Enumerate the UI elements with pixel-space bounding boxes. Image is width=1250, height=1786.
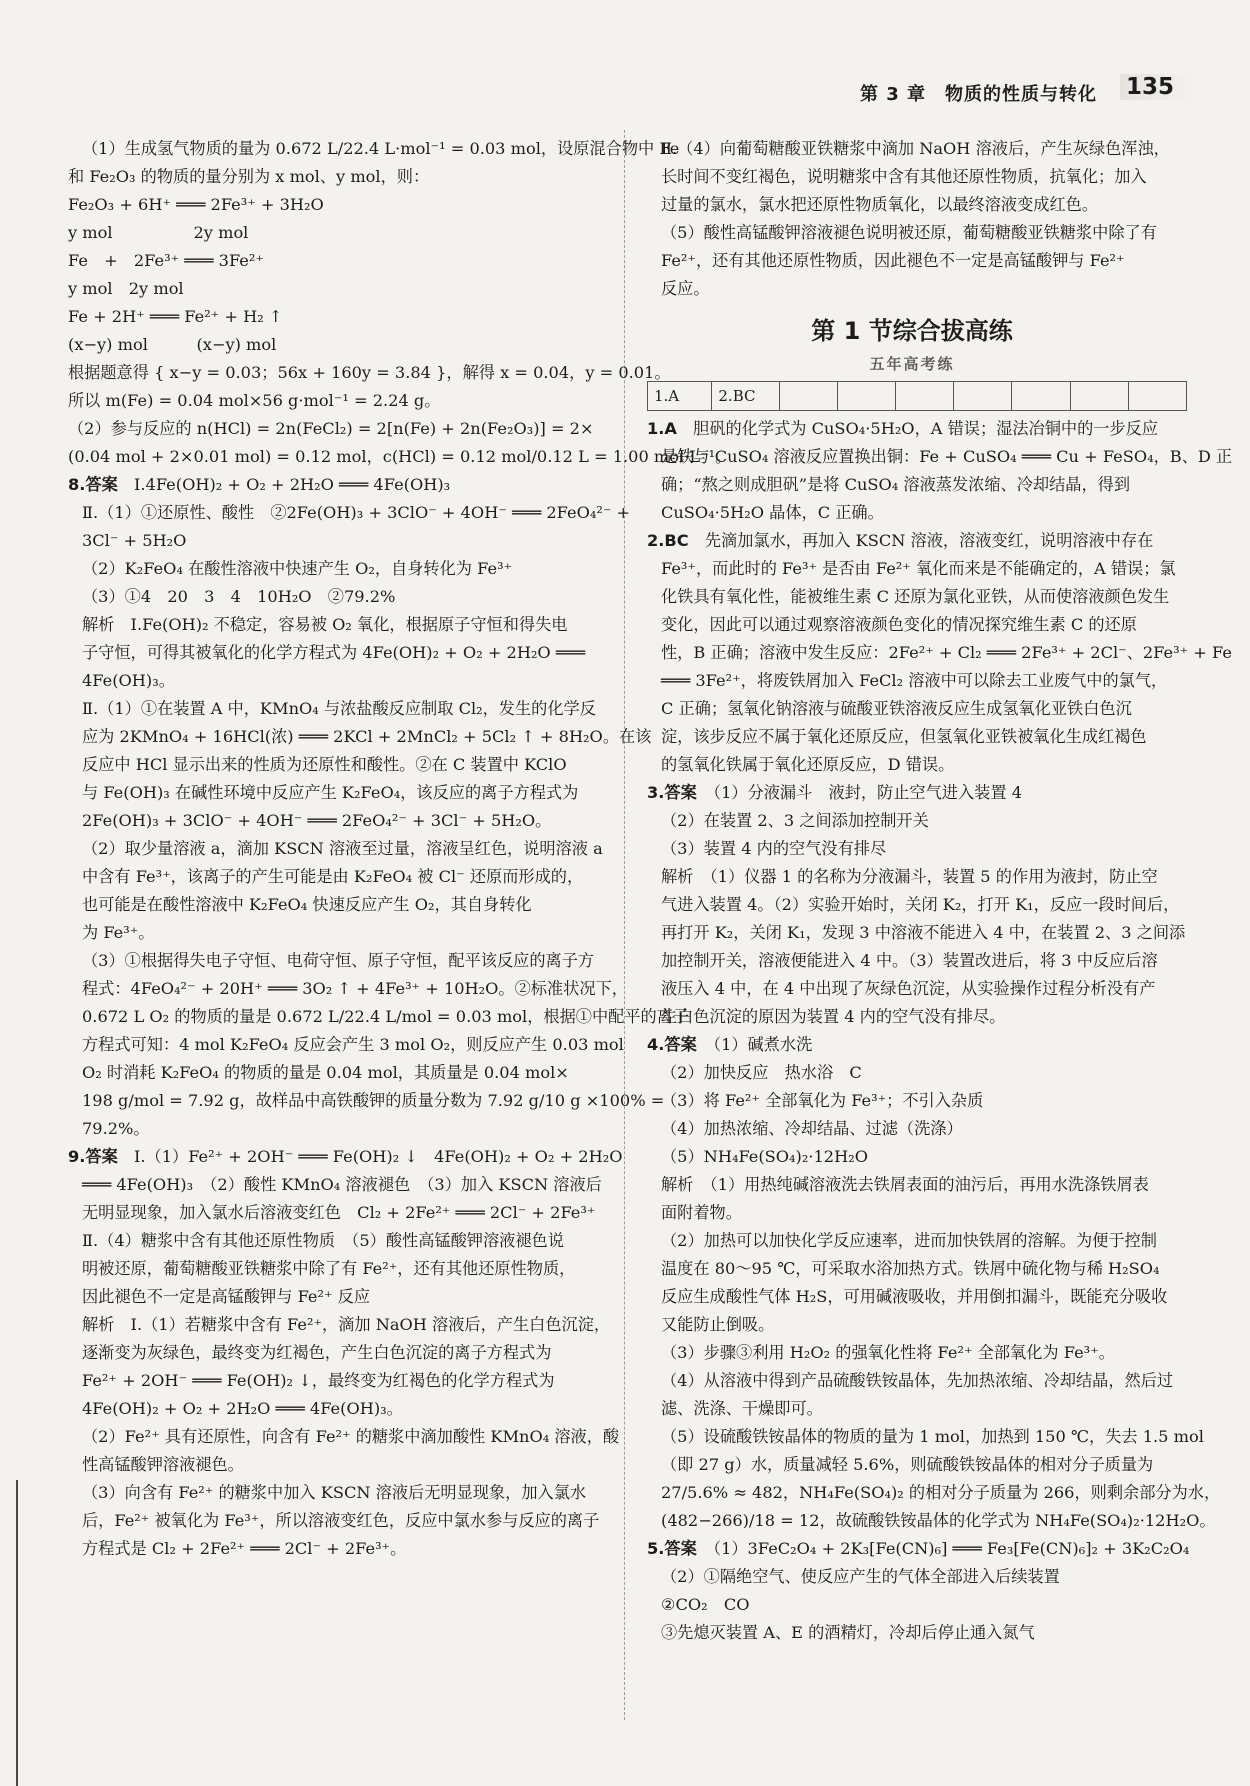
- text-line: 4.答案 （1）碱煮水洗: [647, 1035, 813, 1054]
- text-line: （2）加热可以加快化学反应速率，进而加快铁屑的溶解。为便于控制: [661, 1231, 1157, 1250]
- text-line: (x−y) mol (x−y) mol: [68, 335, 277, 354]
- text-line: 性高锰酸钾溶液褪色。: [82, 1455, 244, 1474]
- text-line: （2）①隔绝空气、使反应产生的气体全部进入后续装置: [661, 1567, 1060, 1586]
- text-line: 应为 2KMnO₄ + 16HCl(浓) ═══ 2KCl + 2MnCl₂ + 5Cl₂ ↑ + 8H₂O。在该: [82, 727, 652, 746]
- text-line: 解析 （1）用热纯碱溶液洗去铁屑表面的油污后，再用水洗涤铁屑表: [661, 1175, 1149, 1194]
- text-line: 反应生成酸性气体 H₂S，可用碱液吸收，并用倒扣漏斗，既能充分吸收: [661, 1287, 1168, 1306]
- answer-cell: [896, 382, 954, 411]
- question-number: 4.答案: [647, 1035, 697, 1054]
- text-line: （2）加快反应 热水浴 C: [661, 1063, 862, 1082]
- text-line: 2Fe(OH)₃ + 3ClO⁻ + 4OH⁻ ═══ 2FeO₄²⁻ + 3Cl⁻ + 5H₂O。: [82, 811, 552, 830]
- text-line: （5）酸性高锰酸钾溶液褪色说明被还原，葡萄糖酸亚铁糖浆中除了有: [661, 223, 1157, 242]
- question-number: 2.BC: [647, 531, 689, 550]
- text-line: 长时间不变红褐色，说明糖浆中含有其他还原性物质，抗氧化；加入: [661, 167, 1147, 186]
- question-number: 1.A: [647, 419, 677, 438]
- text-line: 是铁与 CuSO₄ 溶液反应置换出铜：Fe + CuSO₄ ═══ Cu + FeSO₄，B、D 正: [661, 447, 1233, 466]
- text-line: （5）NH₄Fe(SO₄)₂·12H₂O: [661, 1147, 868, 1166]
- text-line: 子守恒，可得其被氧化的化学方程式为 4Fe(OH)₂ + O₂ + 2H₂O ═══: [82, 643, 586, 662]
- text-line: 温度在 80～95 ℃，可采取水浴加热方式。铁屑中硫化物与稀 H₂SO₄: [661, 1259, 1160, 1278]
- text-line: C 正确；氢氧化钠溶液与硫酸亚铁溶液反应生成氢氧化亚铁白色沉: [661, 699, 1132, 718]
- text-line: CuSO₄·5H₂O 晶体，C 正确。: [661, 503, 884, 522]
- text-line: ═══ 3Fe²⁺，将废铁屑加入 FeCl₂ 溶液中可以除去工业废气中的氯气，: [661, 671, 1168, 690]
- page-number: 135: [1120, 74, 1194, 100]
- text-line: y mol 2y mol: [68, 223, 249, 242]
- text-line: 生白色沉淀的原因为装置 4 内的空气没有排尽。: [661, 1007, 1006, 1026]
- answer-cell: [779, 382, 837, 411]
- section-title: 第 1 节综合拔高练: [811, 317, 1013, 345]
- text-line: Ⅱ.（4）糖浆中含有其他还原性物质 （5）酸性高锰酸钾溶液褪色说: [82, 1231, 564, 1250]
- text-line: 和 Fe₂O₃ 的物质的量分别为 x mol、y mol，则：: [68, 167, 430, 186]
- text-line: Fe + 2H⁺ ═══ Fe²⁺ + H₂ ↑: [68, 307, 283, 326]
- text-line: O₂ 时消耗 K₂FeO₄ 的物质的量是 0.04 mol，其质量是 0.04 mol×: [82, 1063, 569, 1082]
- text-line: （1）生成氢气物质的量为 0.672 L/22.4 L·mol⁻¹ = 0.03 mol，设原混合物中 Fe: [82, 139, 680, 158]
- text-line: 变化，因此可以通过观察溶液颜色变化的情况探究维生素 C 的还原: [661, 615, 1137, 634]
- text-line: ③先熄灭装置 A、E 的酒精灯，冷却后停止通入氮气: [661, 1623, 1035, 1642]
- text-line: （2）参与反应的 n(HCl) = 2n(FeCl₂) = 2[n(Fe) + 2n(Fe₂O₃)] = 2×: [68, 419, 594, 438]
- text-line: 液压入 4 中，在 4 中出现了灰绿色沉淀，从实验操作过程分析没有产: [661, 979, 1156, 998]
- text-line: 解析 （1）仪器 1 的名称为分液漏斗，装置 5 的作用为液封，防止空: [661, 867, 1158, 886]
- answer-cell: [954, 382, 1012, 411]
- text-line: 所以 m(Fe) = 0.04 mol×56 g·mol⁻¹ = 2.24 g。: [68, 391, 441, 410]
- text-line: （5）设硫酸铁铵晶体的物质的量为 1 mol，加热到 150 ℃，失去 1.5 mol: [661, 1427, 1204, 1446]
- text-line: （3）将 Fe²⁺ 全部氧化为 Fe³⁺；不引入杂质: [661, 1091, 984, 1110]
- question-number: 9.答案: [68, 1147, 118, 1166]
- text-line: 再打开 K₂，关闭 K₁，发现 3 中溶液不能进入 4 中，在装置 2、3 之间添: [661, 923, 1186, 942]
- text-line: 又能防止倒吸。: [661, 1315, 775, 1334]
- text-line: 的氢氧化铁属于氧化还原反应，D 错误。: [661, 755, 955, 774]
- text-line: 79.2%。: [82, 1119, 150, 1138]
- text-line: 反应中 HCl 显示出来的性质为还原性和酸性。②在 C 装置中 KClO: [82, 755, 567, 774]
- text-line: y mol 2y mol: [68, 279, 184, 298]
- text-line: Ⅱ.（1）①还原性、酸性 ②2Fe(OH)₃ + 3ClO⁻ + 4OH⁻ ═══ 2FeO₄²⁻ +: [82, 503, 631, 522]
- question-number: 5.答案: [647, 1539, 697, 1558]
- answer-cell: 1.A: [648, 382, 712, 411]
- text-line: 与 Fe(OH)₃ 在碱性环境中反应产生 K₂FeO₄，该反应的离子方程式为: [82, 783, 579, 802]
- text-line: Ⅱ.（1）①在装置 A 中，KMnO₄ 与浓盐酸反应制取 Cl₂，发生的化学反: [82, 699, 596, 718]
- question-number: 3.答案: [647, 783, 697, 802]
- text-line: （3）①根据得失电子守恒、电荷守恒、原子守恒，配平该反应的离子方: [82, 951, 595, 970]
- text-line: 滤、洗涤、干燥即可。: [661, 1399, 823, 1418]
- text-line: 面附着物。: [661, 1203, 742, 1222]
- text-line: (0.04 mol + 2×0.01 mol) = 0.12 mol，c(HCl) = 0.12 mol/0.12 L = 1.00 mol·L⁻¹。: [68, 447, 732, 466]
- page-header: [860, 74, 1230, 106]
- text-line: 27/5.6% ≈ 482，NH₄Fe(SO₄)₂ 的相对分子质量为 266，则剩余部分为水，: [661, 1483, 1221, 1502]
- text-line: 8.答案 Ⅰ.4Fe(OH)₂ + O₂ + 2H₂O ═══ 4Fe(OH)₃: [68, 475, 451, 494]
- text-line: 淀，该步反应不属于氧化还原反应，但氢氧化亚铁被氧化生成红褐色: [661, 727, 1147, 746]
- text-line: 确；“熬之则成胆矾”是将 CuSO₄ 溶液蒸发浓缩、冷却结晶，得到: [661, 475, 1131, 494]
- text-line: 逐渐变为灰绿色，最终变为红褐色，产生白色沉淀的离子方程式为: [82, 1343, 552, 1362]
- question-number: 8.答案: [68, 475, 118, 494]
- text-line: 根据题意得 { x−y = 0.03；56x + 160y = 3.84 }，解得 x = 0.04，y = 0.01。: [68, 363, 671, 382]
- text-line: 过量的氯水，氯水把还原性物质氧化，以最终溶液变成红色。: [661, 195, 1099, 214]
- text-line: 4Fe(OH)₃。: [82, 671, 175, 690]
- text-line: 中含有 Fe³⁺，该离子的产生可能是由 K₂FeO₄ 被 Cl⁻ 还原而形成的，: [82, 867, 584, 886]
- text-line: （2）K₂FeO₄ 在酸性溶液中快速产生 O₂，自身转化为 Fe³⁺: [82, 559, 513, 578]
- text-line: （3）①4 20 3 4 10H₂O ②79.2%: [82, 587, 396, 606]
- text-line: 性，B 正确；溶液中发生反应：2Fe²⁺ + Cl₂ ═══ 2Fe³⁺ + 2Cl⁻、2Fe³⁺ + Fe: [661, 643, 1232, 662]
- text-line: （3）步骤③利用 H₂O₂ 的强氧化性将 Fe²⁺ 全部氧化为 Fe³⁺。: [661, 1343, 1115, 1362]
- text-line: 明被还原，葡萄糖酸亚铁糖浆中除了有 Fe²⁺，还有其他还原性物质，: [82, 1259, 576, 1278]
- text-line: 解析 Ⅰ.Fe(OH)₂ 不稳定，容易被 O₂ 氧化，根据原子守恒和得失电: [82, 615, 568, 634]
- text-line: Ⅱ.（4）向葡萄糖酸亚铁糖浆中滴加 NaOH 溶液后，产生灰绿色浑浊，: [661, 139, 1170, 158]
- text-line: (482−266)/18 = 12，故硫酸铁铵晶体的化学式为 NH₄Fe(SO₄)₂·12H₂O。: [661, 1511, 1216, 1530]
- text-line: 9.答案 Ⅰ.（1）Fe²⁺ + 2OH⁻ ═══ Fe(OH)₂ ↓ 4Fe(OH)₂ + O₂ + 2H₂O: [68, 1147, 623, 1166]
- text-line: 方程式可知：4 mol K₂FeO₄ 反应会产生 3 mol O₂，则反应产生 0.03 mol: [82, 1035, 624, 1054]
- right-column: [647, 135, 1233, 1647]
- text-line: 程式：4FeO₄²⁻ + 20H⁺ ═══ 3O₂ ↑ + 4Fe³⁺ + 10H₂O。②标准状况下，: [82, 979, 628, 998]
- text-line: ②CO₂ CO: [661, 1595, 750, 1614]
- text-line: 方程式是 Cl₂ + 2Fe²⁺ ═══ 2Cl⁻ + 2Fe³⁺。: [82, 1539, 407, 1558]
- text-line: 1.A 胆矾的化学式为 CuSO₄·5H₂O，A 错误；湿法冶铜中的一步反应: [647, 419, 1159, 438]
- right-column-top: [647, 135, 1177, 303]
- text-line: （2）取少量溶液 a，滴加 KSCN 溶液至过量，溶液呈红色，说明溶液 a: [82, 839, 603, 858]
- answer-cell: [1070, 382, 1128, 411]
- text-line: ═══ 4Fe(OH)₃ （2）酸性 KMnO₄ 溶液褪色 （3）加入 KSCN 溶液后: [82, 1175, 602, 1194]
- text-line: （即 27 g）水，质量减轻 5.6%，则硫酸铁铵晶体的相对分子质量为: [661, 1455, 1154, 1474]
- text-line: 3.答案 （1）分液漏斗 液封，防止空气进入装置 4: [647, 783, 1023, 802]
- answer-table: [647, 381, 1187, 411]
- text-line: 因此褪色不一定是高锰酸钾与 Fe²⁺ 反应: [82, 1287, 371, 1306]
- text-line: （2）在装置 2、3 之间添加控制开关: [661, 811, 929, 830]
- text-line: 气进入装置 4。（2）实验开始时，关闭 K₂，打开 K₁，反应一段时间后，: [661, 895, 1180, 914]
- text-line: Fe + 2Fe³⁺ ═══ 3Fe²⁺: [68, 251, 264, 270]
- margin-rule: [16, 1480, 18, 1786]
- text-line: 4Fe(OH)₂ + O₂ + 2H₂O ═══ 4Fe(OH)₃。: [82, 1399, 403, 1418]
- text-line: 解析 Ⅰ.（1）若糖浆中含有 Fe²⁺，滴加 NaOH 溶液后，产生白色沉淀，: [82, 1315, 611, 1334]
- chapter-title: 第 3 章 物质的性质与转化: [860, 84, 1098, 105]
- section-subtitle: 五年高考练: [869, 355, 955, 373]
- right-column-bottom: [647, 415, 1233, 1647]
- text-line: 0.672 L O₂ 的物质的量是 0.672 L/22.4 L/mol = 0.03 mol，根据①中配平的离子: [82, 1007, 690, 1026]
- text-line: （4）从溶液中得到产品硫酸铁铵晶体，先加热浓缩、冷却结晶，然后过: [661, 1371, 1174, 1390]
- text-line: （2）Fe²⁺ 具有还原性，向含有 Fe²⁺ 的糖浆中滴加酸性 KMnO₄ 溶液，酸: [82, 1427, 620, 1446]
- text-line: 无明显现象，加入氯水后溶液变红色 Cl₂ + 2Fe²⁺ ═══ 2Cl⁻ + 2Fe³⁺: [82, 1203, 596, 1222]
- text-line: Fe₂O₃ + 6H⁺ ═══ 2Fe³⁺ + 3H₂O: [68, 195, 324, 214]
- text-line: 也可能是在酸性溶液中 K₂FeO₄ 快速反应产生 O₂，其自身转化: [82, 895, 532, 914]
- text-line: 反应。: [661, 279, 710, 298]
- text-line: （4）加热浓缩、冷却结晶、过滤（洗涤）: [661, 1119, 963, 1138]
- text-line: 5.答案 （1）3FeC₂O₄ + 2K₃[Fe(CN)₆] ═══ Fe₃[Fe(CN)₆]₂ + 3K₂C₂O₄: [647, 1539, 1190, 1558]
- text-line: Fe²⁺ + 2OH⁻ ═══ Fe(OH)₂ ↓，最终变为红褐色的化学方程式为: [82, 1371, 555, 1390]
- answer-cell: [1012, 382, 1070, 411]
- text-line: 加控制开关，溶液便能进入 4 中。（3）装置改进后，将 3 中反应后溶: [661, 951, 1158, 970]
- text-line: 2.BC 先滴加氯水，再加入 KSCN 溶液，溶液变红，说明溶液中存在: [647, 531, 1154, 550]
- answer-cell: 2.BC: [712, 382, 779, 411]
- text-line: Fe²⁺，还有其他还原性物质，因此褪色不一定是高锰酸钾与 Fe²⁺: [661, 251, 1125, 270]
- text-line: （3）向含有 Fe²⁺ 的糖浆中加入 KSCN 溶液后无明显现象，加入氯水: [82, 1483, 587, 1502]
- text-line: 3Cl⁻ + 5H₂O: [82, 531, 187, 550]
- text-line: Fe³⁺，而此时的 Fe³⁺ 是否由 Fe²⁺ 氧化而来是不能确定的，A 错误；氯: [661, 559, 1176, 578]
- answer-cell: [1128, 382, 1186, 411]
- text-line: 198 g/mol = 7.92 g，故样品中高铁酸钾的质量分数为 7.92 g/10 g ×100% =: [82, 1091, 665, 1110]
- text-line: 后，Fe²⁺ 被氧化为 Fe³⁺，所以溶液变红色，反应中氯水参与反应的离子: [82, 1511, 600, 1530]
- text-line: 为 Fe³⁺。: [82, 923, 155, 942]
- text-line: 化铁具有氧化性，能被维生素 C 还原为氯化亚铁，从而使溶液颜色发生: [661, 587, 1170, 606]
- answer-cell: [837, 382, 895, 411]
- text-line: （3）装置 4 内的空气没有排尽: [661, 839, 887, 858]
